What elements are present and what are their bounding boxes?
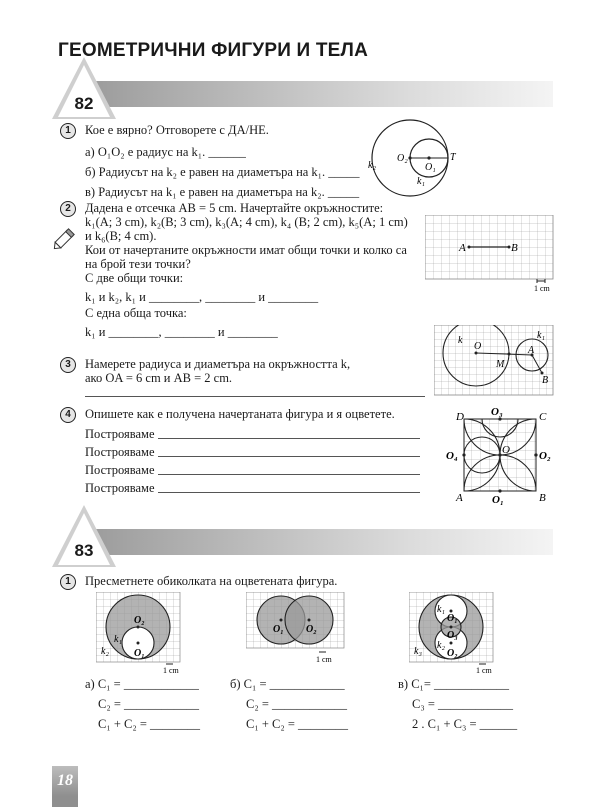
fig1-t-label: T — [450, 152, 456, 163]
figC-o2-label: O₂ — [447, 648, 458, 659]
task-82-4-row-1-line — [158, 438, 420, 439]
fig3-k-label: k — [458, 335, 463, 346]
fig1-k2-label: k₂ — [368, 160, 376, 171]
fig4-d-label: D — [456, 411, 464, 423]
task-83-c-sum: 2 . C₁ + C₃ = ______ — [412, 717, 518, 731]
fig2-scale-label: 1 cm — [534, 284, 550, 293]
task-82-2-line-3: и k₆(B; 4 cm). — [85, 229, 157, 243]
task-83-1-number: 1 — [60, 574, 76, 590]
task-82-2-line-1: Дадена е отсечка AB = 5 cm. Начертайте окръжностите: — [85, 201, 384, 215]
figC-o1-label: O₁ — [447, 613, 458, 624]
task-82-3-number: 3 — [60, 357, 76, 373]
fig1-o2-label: O₂ — [397, 153, 408, 164]
figA-k1-label: k₁ — [114, 634, 122, 645]
figA-scale-label: 1 cm — [163, 666, 179, 674]
task-82-4-row-2-label: Построяваме — [85, 445, 155, 459]
figC-scale-label: 1 cm — [476, 666, 492, 674]
task-83-b-sum: C₁ + C₂ = ________ — [246, 717, 348, 731]
task-82-1-number: 1 — [60, 123, 76, 139]
page-number-bar — [52, 796, 78, 807]
fig2-b-label: B — [511, 242, 518, 254]
task-82-2-line-8: С една обща точка: — [85, 306, 187, 320]
fig3-o-label: O — [474, 341, 482, 352]
fig4-c-label: C — [539, 411, 547, 423]
fig4-b-label: B — [539, 492, 546, 504]
task-82-3-line-2: ако OA = 6 cm и AB = 2 cm. — [85, 371, 233, 385]
lesson-83-number: 83 — [74, 541, 94, 560]
figC-k3-label: k₃ — [414, 646, 422, 657]
task-82-3-answer-line — [85, 396, 425, 397]
figB-scale-label: 1 cm — [316, 655, 332, 664]
task-82-3-line-1: Намерете радиуса и диаметъра на окръжността k, — [85, 357, 351, 371]
fig4-o1-label: O₁ — [492, 494, 504, 505]
pencil-icon — [50, 223, 80, 253]
task-82-2-line-6: С две общи точки: — [85, 271, 184, 285]
task-83-figure-c — [409, 592, 501, 674]
fig4-a-label: A — [456, 492, 463, 504]
fig4-o3-label: O₃ — [491, 406, 503, 418]
figC-k2-label: k₂ — [437, 640, 445, 651]
fig1-k1-label: k₁ — [417, 176, 425, 187]
page-title: ГЕОМЕТРИЧНИ ФИГУРИ И ТЕЛА — [58, 40, 369, 61]
fig3-k1-label: k₁ — [537, 330, 545, 341]
task-82-2-line-9: k₁ и ________, ________ и ________ — [85, 325, 278, 339]
task-82-2-figure — [425, 215, 560, 295]
task-83-a-sum: C₁ + C₂ = ________ — [98, 717, 200, 731]
task-82-1-a: а) O₁O₂ е радиус на k₁. ______ — [85, 145, 246, 159]
task-83-a-c2: C₂ = ____________ — [98, 697, 199, 711]
task-82-2-line-4: Кои от начертаните окръжности имат общи точки и колко са — [85, 243, 407, 257]
fig4-o-label: O — [502, 444, 510, 456]
fig1-o1-label: O₁ — [425, 162, 436, 173]
task-83-c-c3: C₃ = ____________ — [412, 697, 513, 711]
task-82-4-row-4-label: Построяваме — [85, 481, 155, 495]
lesson-83-band — [80, 529, 553, 555]
task-82-4-row-3-label: Построяваме — [85, 463, 155, 477]
fig3-m-label: M — [496, 359, 505, 370]
task-82-2-line-5: на брой тези точки? — [85, 257, 191, 271]
figC-o3-label: O₃ — [447, 630, 458, 641]
task-83-c-c1: в) C₁= ____________ — [398, 677, 510, 691]
task-82-4-row-2-line — [158, 456, 420, 457]
task-83-a-c1: а) C₁ = ____________ — [85, 677, 199, 691]
fig4-o2-label: O₂ — [539, 450, 551, 462]
task-82-4-row-1-label: Построяваме — [85, 427, 155, 441]
page-number: 18 — [52, 766, 78, 796]
fig2-a-label: A — [459, 242, 466, 254]
task-82-4-figure — [444, 405, 554, 505]
task-82-1-b: б) Радиусът на k₂ е равен на диаметъра на k₁. _____ — [85, 165, 360, 179]
task-82-2-line-7: k₁ и k₂, k₁ и ________, ________ и ________ — [85, 290, 319, 304]
task-83-b-c1: б) C₁ = ____________ — [230, 677, 345, 691]
task-82-4-row-4-line — [158, 492, 420, 493]
task-82-1-prompt: Кое е вярно? Отговорете с ДА/НЕ. — [85, 123, 269, 137]
figB-o2-label: O₂ — [306, 624, 317, 635]
figA-o2-label: O₂ — [134, 615, 145, 626]
task-82-4-prompt: Опишете как е получена начертаната фигура и я оцветете. — [85, 407, 395, 421]
task-83-b-c2: C₂ = ____________ — [246, 697, 347, 711]
task-83-1-prompt: Пресметнете обиколката на оцветената фигура. — [85, 574, 338, 588]
figA-k2-label: k₂ — [101, 646, 109, 657]
task-82-1-c: в) Радиусът на k₁ е равен на диаметъра на k₂. _____ — [85, 185, 360, 199]
task-83-figure-b — [246, 592, 346, 664]
fig4-o4-label: O₄ — [446, 450, 458, 462]
figC-k1-label: k₁ — [437, 604, 445, 615]
task-82-2-line-2: k₁(A; 3 cm), k₂(B; 3 cm), k₃(A; 4 cm), k₄ (B; 2 cm), k₅(A; 1 cm) — [85, 215, 408, 229]
task-82-1-figure — [365, 118, 475, 206]
figA-o1-label: O₁ — [134, 648, 145, 659]
task-82-4-number: 4 — [60, 407, 76, 423]
task-82-3-figure — [434, 325, 556, 401]
task-82-2-number: 2 — [60, 201, 76, 217]
task-82-4-row-3-line — [158, 474, 420, 475]
lesson-82-band — [80, 81, 553, 107]
fig3-b-label: B — [542, 375, 549, 386]
fig3-a-label: A — [528, 345, 535, 356]
figB-o1-label: O₁ — [273, 624, 284, 635]
lesson-82-number: 82 — [74, 94, 94, 113]
task-83-figure-a — [96, 592, 188, 674]
